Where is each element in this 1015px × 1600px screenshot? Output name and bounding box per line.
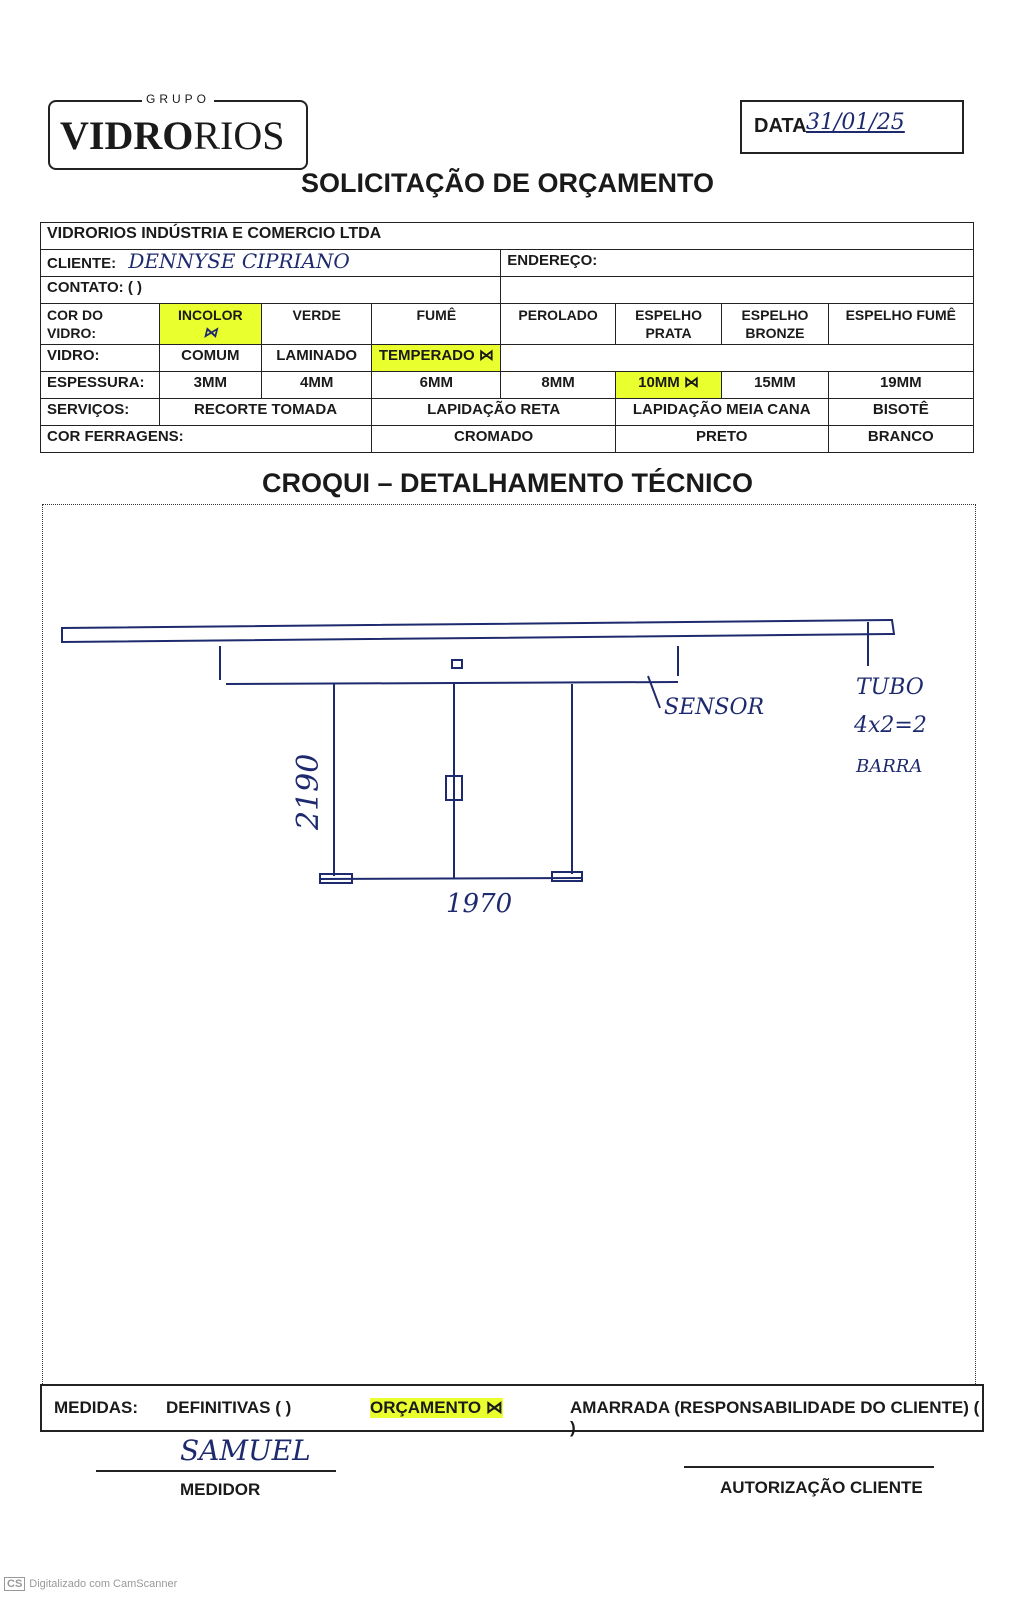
color-option-sublabel: BRONZE (745, 325, 805, 341)
color-option-label: PEROLADO (518, 307, 598, 323)
color-option-verde (261, 304, 371, 345)
glass-type-laminado: LAMINADO (261, 345, 371, 372)
hardware-preto: PRETO (615, 426, 828, 453)
glass-type-label: VIDRO: (41, 345, 160, 372)
sensor-label: SENSOR (664, 695, 765, 720)
contact-label: CONTATO: ( ) (41, 277, 501, 304)
client-cell (41, 250, 501, 277)
color-option-espelho-fume (828, 304, 973, 345)
color-option-label: FUMÊ (416, 307, 457, 323)
service-lapidacao-meia-cana: LAPIDAÇÃO MEIA CANA (615, 399, 828, 426)
tube-unit: BARRA (856, 756, 923, 777)
glass-color-label-2: VIDRO: (47, 325, 96, 341)
color-option-incolor (159, 304, 261, 345)
measurer-label: MEDIDOR (180, 1480, 261, 1499)
bottom-rail (320, 878, 582, 879)
date-value: 31/01/25 (806, 110, 905, 135)
glass-color-label (41, 304, 160, 345)
tube-label: TUBO (856, 675, 924, 700)
glass-type-row (41, 345, 974, 372)
address-label: ENDEREÇO: (501, 250, 974, 277)
hardware-cromado: CROMADO (372, 426, 615, 453)
logo-name-light: RIOS (193, 113, 285, 158)
color-option-sublabel: PRATA (645, 325, 692, 341)
header-rail (226, 682, 678, 684)
color-option-fume (372, 304, 501, 345)
camscanner-icon: CS (4, 1577, 25, 1591)
color-option-perolado (501, 304, 616, 345)
services-label: SERVIÇOS: (41, 399, 160, 426)
thickness-3mm: 3MM (159, 372, 261, 399)
hardware-branco: BRANCO (828, 426, 973, 453)
rail-fitting (452, 660, 462, 668)
thickness-row (41, 372, 974, 399)
company-name: VIDRORIOS INDÚSTRIA E COMERCIO LTDA (41, 223, 974, 250)
client-signature-line (684, 1466, 934, 1468)
logo-name (60, 112, 284, 159)
measures-definitive: DEFINITIVAS ( ) (166, 1398, 292, 1417)
measures-label: MEDIDAS: (54, 1398, 139, 1417)
color-option-label: ESPELHO FUMÊ (845, 307, 957, 323)
glass-color-row (41, 304, 974, 345)
measures-tied: AMARRADA (RESPONSABILIDADE DO CLIENTE) ( ) (570, 1398, 980, 1437)
sensor-pointer (648, 676, 660, 708)
contact-empty (501, 277, 974, 304)
company-row (41, 223, 974, 250)
scanner-text: Digitalizado com CamScanner (29, 1578, 178, 1590)
width-dimension: 1970 (446, 889, 513, 919)
color-option-label: INCOLOR (178, 307, 243, 323)
croqui-title: CROQUI – DETALHAMENTO TÉCNICO (261, 468, 753, 498)
technical-sketch (42, 504, 974, 1384)
thickness-label: ESPESSURA: (41, 372, 160, 399)
service-bisote: BISOTÊ (828, 399, 973, 426)
height-dimension: 2190 (291, 753, 326, 830)
thickness-10mm: 10MM ⋈ (615, 372, 721, 399)
color-option-label: VERDE (292, 307, 341, 323)
color-option-espelho-prata (615, 304, 721, 345)
glass-type-empty (501, 345, 974, 372)
glass-type-temperado: TEMPERADO ⋈ (372, 345, 501, 372)
client-label: CLIENTE: (47, 255, 117, 272)
client-row (41, 250, 974, 277)
services-row (41, 399, 974, 426)
date-label: DATA (754, 115, 807, 137)
service-recorte-tomada: RECORTE TOMADA (159, 399, 372, 426)
hardware-label: COR FERRAGENS: (41, 426, 372, 453)
hardware-row (41, 426, 974, 453)
color-option-label: ESPELHO (741, 307, 809, 323)
form-title: SOLICITAÇÃO DE ORÇAMENTO (300, 168, 714, 198)
glass-type-comum: COMUM (159, 345, 261, 372)
check-mark-icon: ⋈ (203, 325, 218, 341)
thickness-4mm: 4MM (261, 372, 371, 399)
date-box (740, 100, 964, 154)
tube-spec: 4x2=2 (854, 713, 927, 738)
thickness-15mm: 15MM (722, 372, 828, 399)
contact-row (41, 277, 974, 304)
quote-form-table (40, 222, 974, 453)
thickness-6mm: 6MM (372, 372, 501, 399)
top-tube (62, 620, 894, 642)
measurer-signature-line (96, 1470, 336, 1472)
color-option-espelho-bronze (722, 304, 828, 345)
measures-budget: ORÇAMENTO ⋈ (370, 1398, 503, 1417)
measures-bar (40, 1384, 984, 1437)
client-name: DENNYSE CIPRIANO (128, 249, 350, 273)
logo-name-bold: VIDRO (60, 113, 194, 158)
floor-pivot-right (552, 872, 582, 881)
logo-group-text: GRUPO (142, 92, 214, 106)
color-option-label: ESPELHO (635, 307, 702, 323)
thickness-8mm: 8MM (501, 372, 616, 399)
scanner-watermark (4, 1578, 177, 1590)
client-authorization-label: AUTORIZAÇÃO CLIENTE (720, 1478, 923, 1497)
thickness-19mm: 19MM (828, 372, 973, 399)
company-logo (48, 92, 308, 170)
service-lapidacao-reta: LAPIDAÇÃO RETA (372, 399, 615, 426)
glass-color-label-1: COR DO (47, 307, 103, 323)
measurer-signature: SAMUEL (180, 1434, 311, 1467)
